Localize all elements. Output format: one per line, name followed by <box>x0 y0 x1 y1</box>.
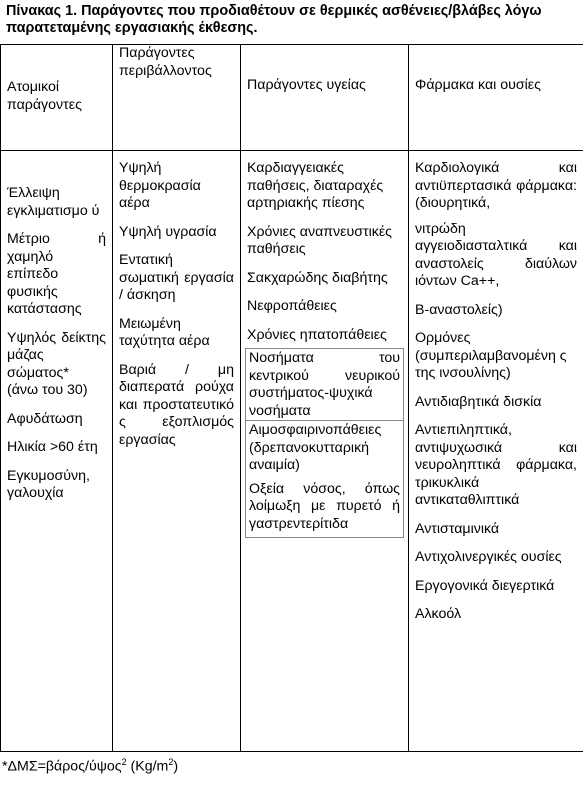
drugs-cell <box>409 151 583 752</box>
list-item: Μειωμένη ταχύτητα αέρα <box>119 315 210 349</box>
list-item: Αντιεπιληπτικά, αντιψυχωσικά και νευροληπτικά φάρμακα, τρικυκλικά αντικαταθλιπτικά <box>415 422 577 508</box>
list-item: Καρδιολογικά και αντιϋπερτασικά φάρμακα: (διουρητικά, <box>415 160 577 211</box>
header-environment: Παράγοντες περιβάλλοντος <box>119 45 212 79</box>
list-item: Υψηλή υγρασία <box>119 223 217 240</box>
individual-factors-cell <box>1 151 113 752</box>
header-cell <box>113 45 241 151</box>
header-individual: Ατομικοί παράγοντες <box>7 79 82 113</box>
list-item: Αντιδιαβητικά δισκία <box>415 393 542 410</box>
header-cell <box>409 45 583 151</box>
footnote-unit: (Kg/m <box>126 758 169 775</box>
neuro-conditions-box: Νοσήματα του κεντρικού νευρικού συστήματος-ψυχικά νοσήματα <box>245 348 404 421</box>
list-item: Ορμόνες (συμπεριλαμβανομένη ς της ινσουλίνης) <box>415 330 567 381</box>
list-item: Χρόνιες ηπατοπάθειες <box>247 326 387 343</box>
list-item: Β-αναστολείς) <box>415 301 503 318</box>
footnote-text: *ΔΜΣ=βάρος/ύψος <box>2 758 122 775</box>
list-item: νιτρώδη αγγειοδιασταλτικά και αναστολείς διαύλων ιόντων Ca++, <box>415 220 577 289</box>
list-item: Υψηλή θερμοκρασία αέρα <box>119 160 201 211</box>
list-item: Υψηλός δείκτης μάζας σώματος* <box>7 329 106 381</box>
body-row <box>1 151 583 752</box>
list-item: Βαριά / μη διαπερατά ρούχα και προστατευτικό ς εξοπλισμός εργασίας <box>119 361 234 448</box>
list-item: Αντισταμινικά <box>415 520 500 537</box>
header-drugs: Φάρμακα και ουσίες <box>415 77 541 93</box>
header-health: Παράγοντες υγείας <box>247 77 366 93</box>
health-factors-cell <box>241 151 409 752</box>
footnote-close: ) <box>173 758 179 775</box>
list-item: Οξεία νόσος, όπως λοίμωξη με πυρετό ή γαστρεντερίτιδα <box>249 480 400 532</box>
list-item: Μέτριο ή χαμηλό επίπεδο φυσικής κατάστασης <box>7 231 106 317</box>
list-item: (άνω του 30) <box>7 382 88 398</box>
list-item: Αφυδάτωση <box>7 410 83 427</box>
header-cell <box>1 45 113 151</box>
footnote-superscript: 2 <box>121 757 127 767</box>
list-item: Εντατική σωματική εργασία / άσκηση <box>119 252 234 303</box>
list-item: Καρδιαγγειακές παθήσεις, διαταραχές αρτηριακής πίεσης <box>247 160 384 211</box>
table-caption: Πίνακας 1. Παράγοντες που προδιαθέτουν σε θερμικές ασθένειες/βλάβες λόγω παρατεταμένης εργασιακής έκθεσης. <box>6 3 542 36</box>
list-item: Αντιχολινεργικές ουσίες <box>415 549 562 565</box>
list-item: Αιμοσφαιρινοπάθειες (δρεπανοκυτταρική αναιμία) <box>249 422 382 473</box>
footnote <box>2 757 178 775</box>
list-item: Εργογονικά διεγερτικά <box>415 577 555 594</box>
header-cell <box>241 45 409 151</box>
list-item: Σακχαρώδης διαβήτης <box>247 269 388 286</box>
footnote-unit-superscript: 2 <box>168 757 174 767</box>
factors-table <box>0 44 583 752</box>
list-item: Εγκυμοσύνη, γαλουχία <box>7 467 90 501</box>
list-item: Έλλειψη εγκλιματισμο ύ <box>7 185 100 219</box>
list-item: Αλκοόλ <box>415 606 462 622</box>
environment-factors-cell <box>113 151 241 752</box>
list-item: Ηλικία >60 έτη <box>7 439 98 455</box>
list-item: Χρόνιες αναπνευστικές παθήσεις <box>247 223 393 257</box>
list-item: Νεφροπάθειες <box>247 298 337 314</box>
header-row <box>1 45 583 151</box>
hemo-conditions-box <box>245 420 404 538</box>
